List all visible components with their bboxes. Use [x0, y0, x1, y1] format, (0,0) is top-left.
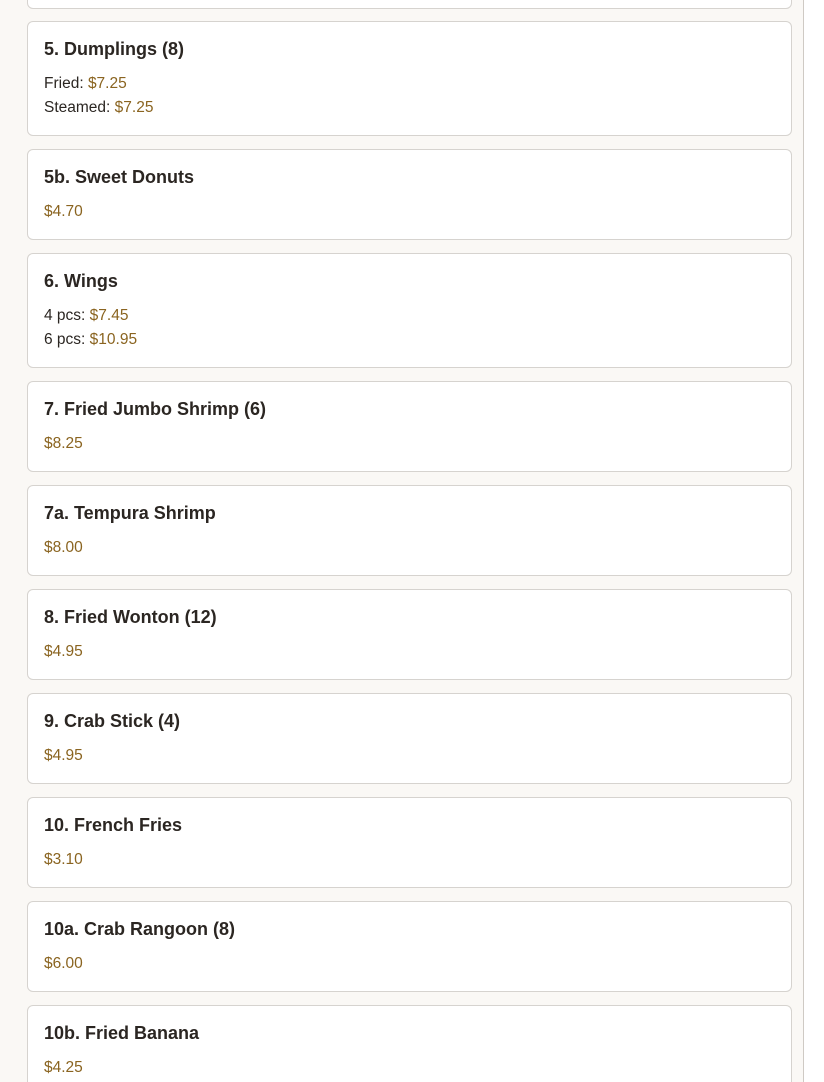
menu-item-price: $8.25 — [44, 435, 83, 452]
menu-item-price: $8.00 — [44, 539, 83, 556]
menu-item-card[interactable] — [27, 381, 792, 472]
menu-item-card-partial[interactable] — [27, 0, 792, 9]
menu-item-list — [27, 0, 792, 1082]
menu-item-name: 5. Dumplings (8) — [44, 39, 185, 59]
menu-item-option — [44, 72, 775, 96]
menu-item-option — [44, 304, 775, 328]
menu-item-card[interactable] — [27, 485, 792, 576]
menu-item-price-line — [44, 432, 775, 456]
menu-item-price: $4.25 — [44, 1059, 83, 1076]
menu-item-card[interactable] — [27, 21, 792, 136]
menu-item-price: $4.70 — [44, 203, 83, 220]
option-price: $10.95 — [89, 331, 138, 348]
menu-item-price-line — [44, 744, 775, 768]
menu-item-name: 7a. Tempura Shrimp — [44, 503, 216, 523]
option-price: $7.25 — [87, 75, 127, 92]
menu-item-name: 10. French Fries — [44, 815, 183, 835]
menu-item-name: 5b. Sweet Donuts — [44, 167, 195, 187]
option-label: Fried: — [44, 75, 84, 92]
menu-item-name: 6. Wings — [44, 271, 118, 291]
menu-item-card[interactable] — [27, 149, 792, 240]
menu-item-price-line — [44, 640, 775, 664]
menu-item-price-line — [44, 848, 775, 872]
menu-item-price-line — [44, 536, 775, 560]
menu-item-name: 8. Fried Wonton (12) — [44, 607, 217, 627]
option-price: $7.25 — [114, 99, 154, 116]
menu-item-price-line — [44, 952, 775, 976]
menu-item-card[interactable] — [27, 693, 792, 784]
menu-item-price: $3.10 — [44, 851, 83, 868]
option-price: $7.45 — [89, 307, 129, 324]
menu-item-card[interactable] — [27, 1005, 792, 1082]
menu-item-card[interactable] — [27, 589, 792, 680]
menu-item-option — [44, 96, 775, 120]
option-label: 4 pcs: — [44, 307, 86, 324]
menu-item-name: 9. Crab Stick (4) — [44, 711, 181, 731]
menu-item-card[interactable] — [27, 901, 792, 992]
menu-item-name: 7. Fried Jumbo Shrimp (6) — [44, 399, 267, 419]
menu-item-price: $4.95 — [44, 643, 83, 660]
menu-item-price-line — [44, 1056, 775, 1080]
option-label: Steamed: — [44, 99, 111, 116]
menu-item-price: $6.00 — [44, 955, 83, 972]
menu-item-name: 10a. Crab Rangoon (8) — [44, 919, 236, 939]
menu-item-card[interactable] — [27, 253, 792, 368]
menu-item-price-line — [44, 200, 775, 224]
menu-item-option — [44, 328, 775, 352]
option-label: 6 pcs: — [44, 331, 86, 348]
menu-item-price: $4.95 — [44, 747, 83, 764]
menu-item-name: 10b. Fried Banana — [44, 1023, 200, 1043]
menu-item-card[interactable] — [27, 797, 792, 888]
